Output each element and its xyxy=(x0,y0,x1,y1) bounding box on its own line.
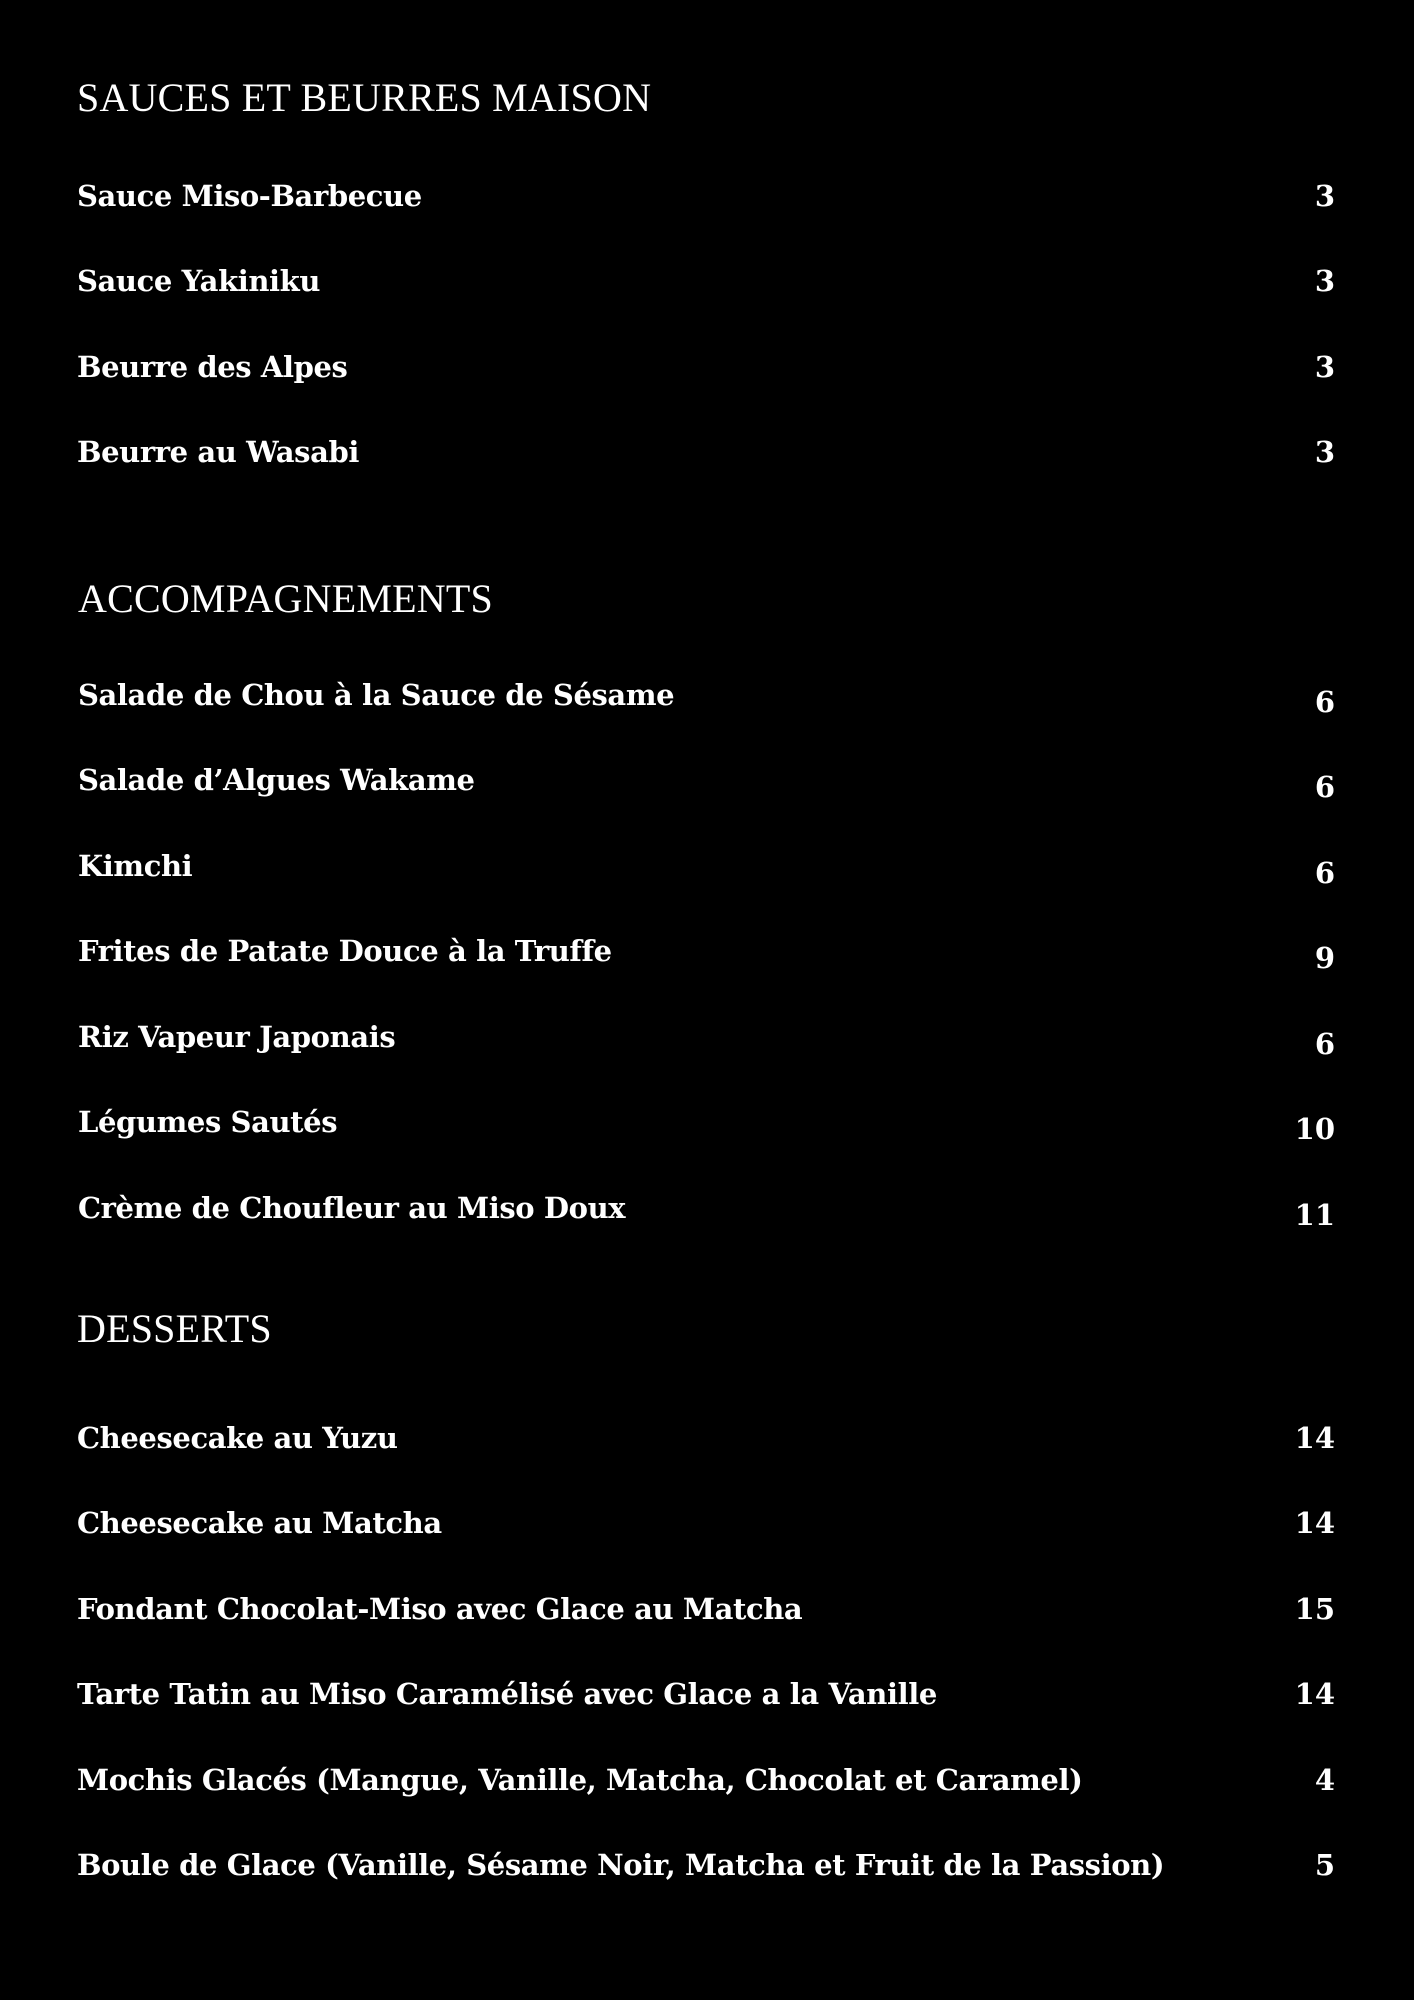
item-name: Légumes Sautés xyxy=(78,1105,338,1139)
item-price: 10 xyxy=(1294,1112,1335,1146)
item-price: 6 xyxy=(1314,685,1335,719)
item-price: 11 xyxy=(1294,1198,1335,1232)
menu-item xyxy=(78,1102,1335,1146)
menu-item xyxy=(77,261,1335,301)
menu-item xyxy=(77,1418,1335,1458)
menu-item xyxy=(78,1017,1335,1061)
item-name: Salade d’Algues Wakame xyxy=(78,763,475,797)
item-name: Crème de Choufleur au Miso Doux xyxy=(78,1191,626,1225)
section-title-sauces: SAUCES ET BEURRES MAISON xyxy=(77,75,652,120)
item-price: 9 xyxy=(1314,941,1335,975)
item-price: 6 xyxy=(1314,1027,1335,1061)
item-price: 3 xyxy=(1314,179,1335,213)
item-name: Fondant Chocolat-Miso avec Glace au Matcha xyxy=(77,1592,803,1626)
item-price: 14 xyxy=(1294,1421,1335,1455)
item-name: Beurre au Wasabi xyxy=(77,435,359,469)
menu-item xyxy=(77,1674,1335,1714)
item-name: Boule de Glace (Vanille, Sésame Noir, Matcha et Fruit de la Passion) xyxy=(77,1848,1165,1882)
menu-item xyxy=(77,1503,1335,1543)
item-name: Beurre des Alpes xyxy=(77,350,348,384)
item-price: 14 xyxy=(1294,1677,1335,1711)
menu-item xyxy=(77,176,1335,216)
item-name: Cheesecake au Yuzu xyxy=(77,1421,398,1455)
item-name: Mochis Glacés (Mangue, Vanille, Matcha, Chocolat et Caramel) xyxy=(77,1763,1083,1797)
item-price: 5 xyxy=(1314,1848,1335,1882)
item-name: Kimchi xyxy=(78,849,193,883)
section-title-accompagnements: ACCOMPAGNEMENTS xyxy=(78,576,493,621)
menu-item xyxy=(78,1188,1335,1232)
menu-item xyxy=(78,675,1335,719)
item-name: Riz Vapeur Japonais xyxy=(78,1020,396,1054)
item-price: 14 xyxy=(1294,1506,1335,1540)
menu-item xyxy=(77,1589,1335,1629)
item-price: 6 xyxy=(1314,856,1335,890)
menu-item xyxy=(77,1845,1335,1885)
item-price: 6 xyxy=(1314,770,1335,804)
item-name: Sauce Miso-Barbecue xyxy=(77,179,422,213)
menu-item xyxy=(78,760,1335,804)
item-price: 4 xyxy=(1314,1763,1335,1797)
item-name: Salade de Chou à la Sauce de Sésame xyxy=(78,678,675,712)
item-name: Frites de Patate Douce à la Truffe xyxy=(78,934,612,968)
item-price: 15 xyxy=(1294,1592,1335,1626)
section-title-desserts: DESSERTS xyxy=(77,1306,272,1351)
menu-item xyxy=(78,931,1335,975)
menu-item xyxy=(77,432,1335,472)
item-price: 3 xyxy=(1314,435,1335,469)
menu-item xyxy=(78,846,1335,890)
menu-item xyxy=(77,347,1335,387)
item-price: 3 xyxy=(1314,264,1335,298)
item-name: Cheesecake au Matcha xyxy=(77,1506,442,1540)
menu-item xyxy=(77,1760,1335,1800)
item-name: Sauce Yakiniku xyxy=(77,264,321,298)
item-name: Tarte Tatin au Miso Caramélisé avec Glace a la Vanille xyxy=(77,1677,937,1711)
item-price: 3 xyxy=(1314,350,1335,384)
